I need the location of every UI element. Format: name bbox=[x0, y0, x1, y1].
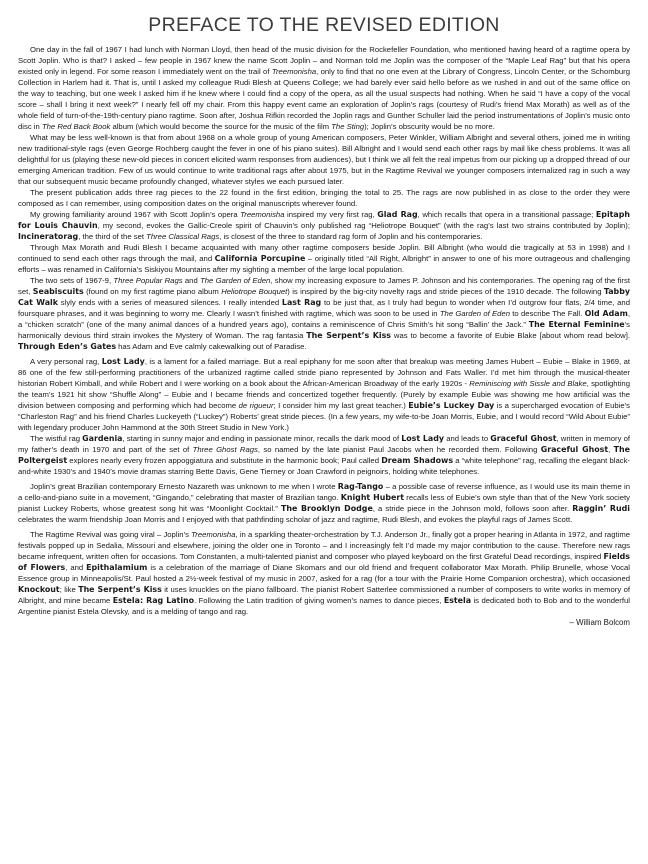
page-title: PREFACE TO THE REVISED EDITION bbox=[148, 14, 500, 36]
text-run: is a celebration of the marriage of Diane Skomars and our old friend and frequent collaborator Max Morath. Philip Brunelle, whose Vocal Essence group in Minneapolis/St. Paul hosted a 2½-week festival of my music in 2007, asked for a rag (for a tour with the Prairie Home Companion orchestra), which occasioned bbox=[18, 563, 630, 583]
piece-title: The Serpent’s Kiss bbox=[78, 585, 162, 594]
text-run: explores nearly every frozen appoggiatura and substitute in the harmonic book; Paul called bbox=[67, 456, 382, 465]
text-run: (found on my first ragtime piano album bbox=[83, 287, 222, 296]
text-run: a “white telephone” rag, recalling the elegant black-and-white 1930’s and 1940’s movie dramas starring Bette Davis, Gene Tierney or Joan Crawford in peignoirs, holding white telephones. bbox=[18, 456, 630, 476]
piece-title: Epitaph for Louis Chauvin bbox=[18, 210, 631, 230]
text-run: , and bbox=[65, 563, 87, 572]
piece-title: Estela bbox=[443, 596, 472, 605]
text-run: and leads to bbox=[444, 434, 491, 443]
italic-title: Treemonisha bbox=[191, 530, 236, 539]
italic-title: The Garden of Eden bbox=[439, 309, 510, 318]
text-run: , is a lament for a failed marriage. But a real epiphany for me soon after that breakup was meeting James Hubert – Eubie – Blake in 1969, at 86 one of the few still-performing practitioners of the urbanized ragtime called stride piano represented by Johnson and Fats Waller. I’d met him through the musical-theater historian Robert Kimball, and while Robert and I were working on a book about the African-American Broadway of the early 1920s - bbox=[18, 357, 630, 388]
text-run: The wistful rag bbox=[30, 434, 83, 443]
text-run: . Following the Latin tradition of giving women’s names to dance pieces, bbox=[194, 596, 444, 605]
preface-body bbox=[18, 44, 630, 617]
text-run: , a “chicken scratch” (one of the many animal dances of a hundred years ago), contains a reminiscence of Chris Smith’s hit song “Ballin’ the Jack.” bbox=[18, 309, 630, 329]
text-run: – originally titled “All Right, Albright” in answer to one of his more outrageous and challenging efforts – was renamed in California’s Siskiyou Mountains after my sighting a member of the large local population. bbox=[18, 254, 630, 274]
text-run: is a supercharged evocation of Eubie’s “Charleston Rag” and his friend Charles Luckeyeth (“Luckey”) Roberts’ great stride pieces. (In a few years, my wife-to-be Joan Morris, Eubie, and I would record “Wild About Eubie” with legendary producer John Hammond at the 30th Street Studio in New York.) bbox=[18, 401, 631, 432]
text-run: to describe The Fall. bbox=[509, 309, 585, 318]
italic-title: The Garden of Eden bbox=[200, 276, 271, 285]
text-run: ; like bbox=[59, 585, 79, 594]
text-run: A very personal rag, bbox=[30, 357, 102, 366]
paragraph bbox=[18, 356, 630, 433]
piece-title: Old Adam bbox=[584, 309, 628, 318]
text-run: , written in memory of my father’s death in 1970 and part of the set of bbox=[18, 434, 630, 454]
piece-title: Epithalamium bbox=[86, 563, 148, 572]
piece-title: The Poltergeist bbox=[18, 445, 631, 465]
text-run: , starting in sunny major and ending in passionate minor, recalls the dark mood of bbox=[122, 434, 402, 443]
text-run: , only to find that no one even at the Library of Congress, Lincoln Center, or the Schomburg Collection in Harlem had it. That is, until I asked my colleague Rudi Blesh at Queens College; we had barely ever said hello before as we rushed in and out of the same office on the way to teaching, but one week I asked him if he knew where I could find a copy of the opera, as all the usual suspects had nothing. When he said “I have a copy of the vocal score – shall I bring it next week?” I nearly fell off my chair. From this happy event came an exploration of Joplin’s rags (courtesy of Rudi’s friend Max Morath) as well as of the whole field of turn-of-the-19th-century piano ragtime. Soon after, Joshua Rifkin recorded the Joplin rags and Gunther Schuller laid the period instrumentations of Joplin’s music onto disc in bbox=[18, 67, 631, 131]
italic-title: Heliotrope Bouquet bbox=[221, 287, 288, 296]
piece-title: Gardenia bbox=[82, 434, 123, 443]
text-run: , in a sparkling theater-orchestration by T.J. Anderson Jr., finally got a proper hearing in Atlanta in 1972, and ragtime festivals popped up in Sedalia, Missouri and elsewhere, joining the older one in Toronto – and I increasingly felt I’d made my major contribution to the cause. Therefore new rags became infrequent, written often for occasions. Tom Constanten, a multi-talented pianist and composer who played keyboard on the first Grateful Dead recordings, inspired bbox=[18, 530, 630, 561]
text-run: album (which would become the source for the music of the film bbox=[110, 122, 332, 131]
piece-title: Graceful Ghost bbox=[490, 434, 557, 443]
piece-title: Dream Shadows bbox=[381, 456, 454, 465]
text-run: has Adam and Eve calmly cakewalking out of Paradise. bbox=[116, 342, 307, 351]
text-run: slyly ends with a series of measured silences. I really intended bbox=[57, 298, 282, 307]
italic-title: de rigueur bbox=[238, 401, 274, 410]
piece-title: The Brooklyn Dodge bbox=[280, 504, 373, 513]
paragraph bbox=[18, 242, 630, 275]
piece-title: California Porcupine bbox=[214, 254, 306, 263]
text-run: , so named by the late pianist Paul Jacobs when he recorded them. Following bbox=[257, 445, 541, 454]
paragraph bbox=[18, 209, 630, 242]
text-run: is dedicated both to Bob and to the wonderful Argentine pianist Estela Olevsky, and is a melding of tango and rag. bbox=[18, 596, 630, 616]
piece-title: Graceful Ghost bbox=[540, 445, 609, 454]
text-run: was to become a favorite of Eubie Blake [about whom read below]. bbox=[390, 331, 630, 340]
text-run: , show my increasing exposure to James P. Johnson and his contemporaries. The opening rag of the first set, bbox=[18, 276, 630, 296]
piece-title: Seabiscuits bbox=[32, 287, 84, 296]
text-run: celebrates the warm friendship Joan Morris and I enjoyed with that pathfinding scholar of jazz and ragtime, Rudi Blesh, and evokes the playful rags of James Scott. bbox=[18, 515, 573, 524]
piece-title: Tabby Cat Walk bbox=[18, 287, 630, 307]
italic-title: Reminiscing with Sissle and Blake bbox=[469, 379, 587, 388]
italic-title: Treemonisha bbox=[271, 67, 317, 76]
piece-title: Lost Lady bbox=[101, 357, 145, 366]
italic-title: Three Popular Rags bbox=[113, 276, 183, 285]
text-run: One day in the fall of 1967 I had lunch with Norman Lloyd, then head of the music division for the Rockefeller Foundation, who mentioned having heard of a ragtime opera by Scott Joplin. Who is that? I asked – few people in 1967 knew the name Scott Joplin – and Norman told me Joplin was the composer of the “Maple Leaf Rag” but that his opera existed only in legend. For some reason I immediately went on the trail of bbox=[18, 45, 630, 76]
paragraph bbox=[18, 44, 630, 132]
text-run: recalls less of Eubie’s own style than that of the New York society pianist Luckey Roberts, whose greatest song hit was “Moonlight Cocktail.” bbox=[18, 493, 630, 513]
piece-title: Eubie’s Luckey Day bbox=[408, 401, 495, 410]
text-run: , which recalls that opera in a transitional passage; bbox=[417, 210, 596, 219]
text-run: , a stride piece in the Johnson mold, follows soon after. bbox=[372, 504, 573, 513]
piece-title: Knockout bbox=[18, 585, 60, 594]
italic-title: Treemonisha bbox=[240, 210, 285, 219]
piece-title: Incineratorag bbox=[18, 232, 79, 241]
text-run: Joplin’s great Brazilian contemporary Ernesto Nazareth was unknown to me when I wrote bbox=[30, 482, 338, 491]
text-run: The present publication adds three rag pieces to the 22 found in the first edition, bringing the total to 25. The rags are now published in as close to the order they were composed as I can remember, using composition dates on the original manuscripts wherever found. bbox=[18, 188, 630, 208]
text-run: ) is inspired by the big-city novelty rags and stride pieces of the 1910 decade. The following bbox=[287, 287, 604, 296]
text-run: My growing familiarity around 1967 with Scott Joplin’s opera bbox=[30, 210, 241, 219]
text-run: , my second, evokes the Gallic-Creole spirit of Chauvin’s only published rag “Heliotrope Bouquet” (with the rag’s last two strains contributed by Joplin); bbox=[97, 221, 630, 230]
piece-title: Fields of Flowers bbox=[18, 552, 630, 572]
text-run: The Ragtime Revival was going viral – Joplin’s bbox=[30, 530, 192, 539]
text-run: ’s harmonically devious third strain invokes the Mystery of Woman. The rag fantasia bbox=[18, 320, 630, 340]
paragraph bbox=[18, 275, 630, 352]
piece-title: Raggin’ Rudi bbox=[572, 504, 630, 513]
author-signature: – William Bolcom bbox=[569, 618, 630, 627]
piece-title: Rag-Tango bbox=[337, 482, 384, 491]
paragraph bbox=[18, 132, 630, 187]
text-run: it uses knuckles on the piano fallboard. The pianist Robert Satterlee commissioned a number of composers to write works in memory of Albright, and mine became bbox=[18, 585, 630, 605]
text-run: , is closest of the three to standard rag form of Joplin and his contemporaries. bbox=[219, 232, 483, 241]
text-run: inspired my very first rag, bbox=[284, 210, 378, 219]
paragraph bbox=[18, 433, 630, 477]
paragraph bbox=[18, 187, 630, 209]
piece-title: Knight Hubert bbox=[340, 493, 404, 502]
text-run: Through Max Morath and Rudi Blesh I became acquainted with many other ragtime composers beside Joplin. Bill Albright (who would die tragically at 53 in 1998) and I continued to send each other rags through the mail, and bbox=[18, 243, 630, 263]
text-run: What may be less well-known is that from about 1968 on a whole group of young American composers, Peter Winkler, William Albright and several others, joined me in writing new traditional-style rags (even George Rochberg caught the fever in one of his piano suites). Bill Albright and I would send each other rags by mail like chess problems. It was all delightful for us (playing these new-old pieces in concert elicited warm responses from audiences), but I think we all felt the real impetus from our picking up a dropped thread of our emerging American tradition. Few of us would continue to write traditional rags after about 1975, but in the Ragtime Revival we younger composers internalized rag in such a way that our subsequent music became profoundly changed, whatever styles we each pursued later. bbox=[18, 133, 630, 186]
piece-title: Through Eden’s Gates bbox=[18, 342, 117, 351]
italic-title: Three Ghost Rags bbox=[192, 445, 258, 454]
piece-title: The Serpent’s Kiss bbox=[306, 331, 391, 340]
text-run: , bbox=[608, 445, 614, 454]
piece-title: Glad Rag bbox=[377, 210, 418, 219]
text-run: , the third of the set bbox=[78, 232, 147, 241]
piece-title: Lost Lady bbox=[401, 434, 445, 443]
piece-title: The Eternal Feminine bbox=[528, 320, 625, 329]
text-run: and bbox=[182, 276, 201, 285]
paragraph bbox=[18, 529, 630, 617]
italic-title: The Sting bbox=[331, 122, 365, 131]
piece-title: Estela: Rag Latino bbox=[112, 596, 195, 605]
piece-title: Last Rag bbox=[281, 298, 322, 307]
italic-title: The Red Back Book bbox=[41, 122, 111, 131]
text-run: The two sets of 1967-9, bbox=[30, 276, 114, 285]
text-run: to be just that, as I truly had begun to wonder when I’d outgrow four flats, 2/4 time, and foursquare phrases, and it was beginning to worry me. Clearly I wasn’t finished with ragtime, which was soon to be used in bbox=[18, 298, 630, 318]
text-run: , spotlighting the team’s 1921 hit show “Shuffle Along” – Eubie and I became friends and concertized together frequently. (Purely by example Eubie was showing me how artificial was the division between composing and performing which had become bbox=[18, 379, 630, 410]
text-run: ); Joplin’s obscurity would be no more. bbox=[364, 122, 495, 131]
text-run: ; I consider him my last great teacher.) bbox=[273, 401, 409, 410]
paragraph bbox=[18, 481, 630, 525]
italic-title: Three Classical Rags bbox=[146, 232, 220, 241]
text-run: – a possible case of reverse influence, as I would use its main theme in a cello-and-piano suite in a movement, “Gingando,” celebrating that master of Brazilian tango. bbox=[18, 482, 630, 502]
